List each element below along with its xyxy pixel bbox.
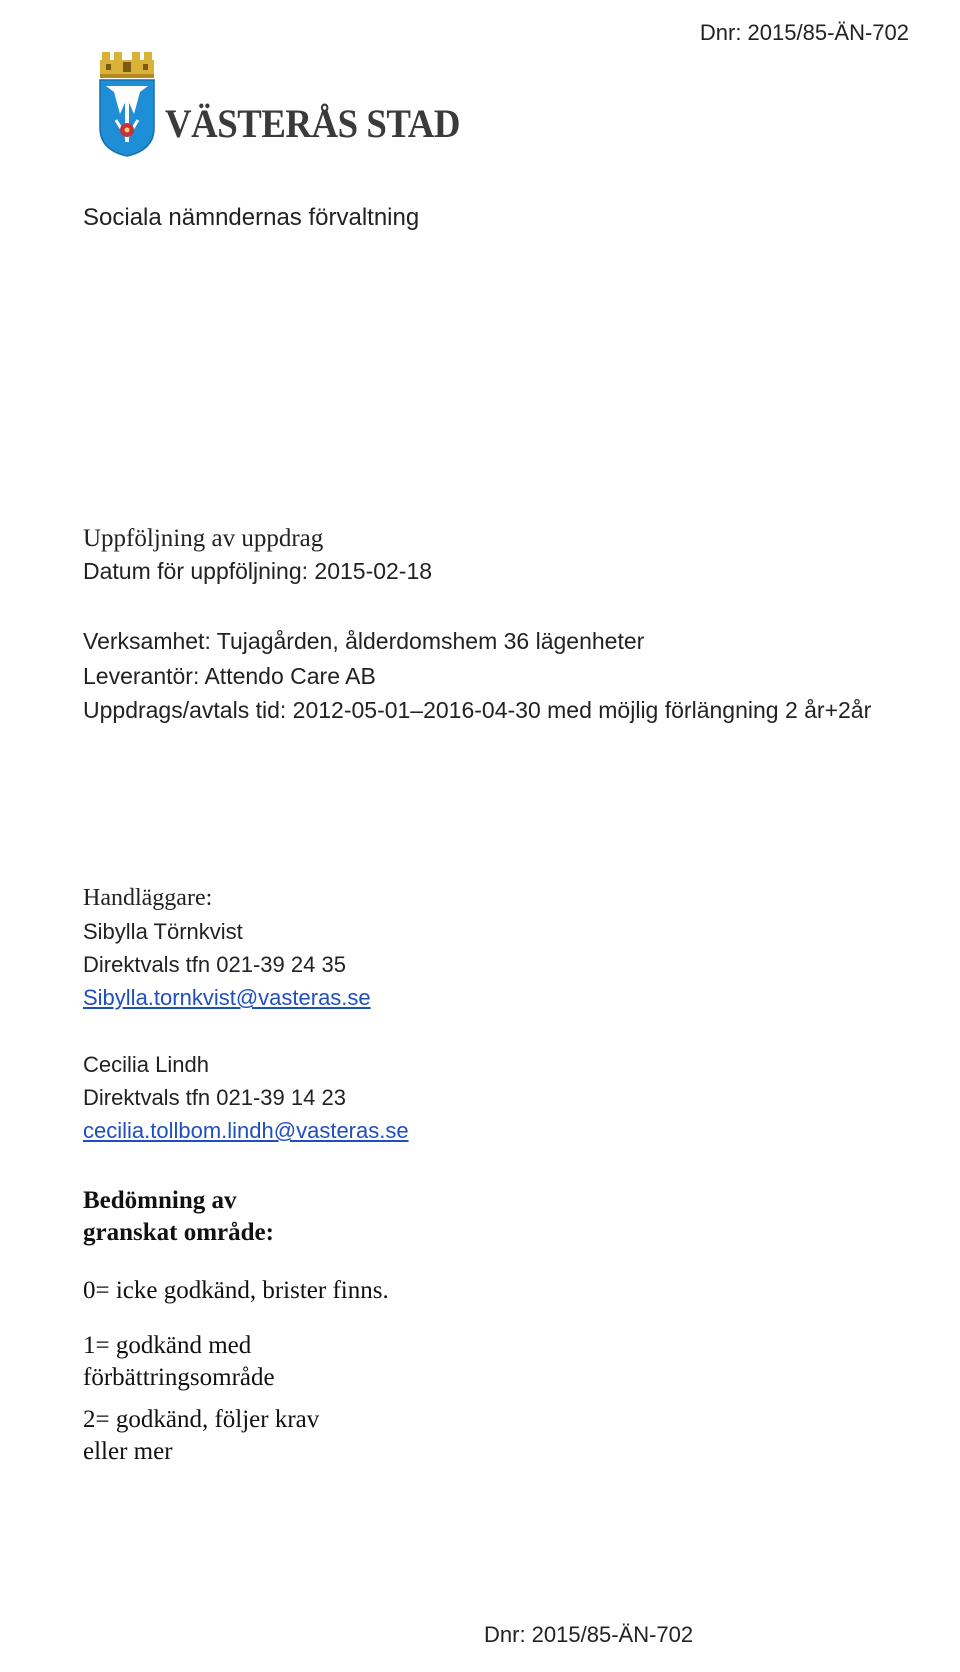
city-crest-icon [96,50,158,158]
assessment-level: 1= godkänd med [83,1332,252,1359]
followup-date: Datum för uppföljning: 2015-02-18 [83,558,433,584]
document-reference-bottom: Dnr: 2015/85-ÄN-702 [484,1622,694,1647]
handler-name: Sibylla Törnkvist [83,919,243,944]
assessment-level: 2= godkänd, följer krav [83,1406,320,1433]
assessment-level: 0= icke godkänd, brister finns. [83,1277,389,1304]
vasteras-stad-logo [96,50,460,165]
assessment-title: Bedömning av [83,1187,237,1214]
department-name: Sociala nämndernas förvaltning [83,204,420,231]
assessment-title: granskat område: [83,1219,274,1246]
handler-name: Cecilia Lindh [83,1052,209,1077]
contract-period-line: Uppdrags/avtals tid: 2012-05-01–2016-04-30 med möjlig förlängning 2 år+2år [83,697,872,723]
supplier-line: Leverantör: Attendo Care AB [83,663,376,689]
handlers-label: Handläggare: [83,885,213,911]
handler-email-link[interactable]: cecilia.tollbom.lindh@vasteras.se [83,1118,409,1143]
handler-phone: Direktvals tfn 021-39 24 35 [83,952,346,977]
document-reference-top: Dnr: 2015/85-ÄN-702 [699,20,909,45]
activity-line: Verksamhet: Tujagården, ålderdomshem 36 lägenheter [83,628,645,654]
document-title: Uppföljning av uppdrag [83,525,324,552]
handler-email-link[interactable]: Sibylla.tornkvist@vasteras.se [83,985,371,1010]
handler-phone: Direktvals tfn 021-39 14 23 [83,1085,346,1110]
assessment-level: förbättringsområde [83,1364,275,1391]
logo-wordmark: VÄSTERÅS STAD [165,101,460,146]
assessment-level: eller mer [83,1438,173,1465]
